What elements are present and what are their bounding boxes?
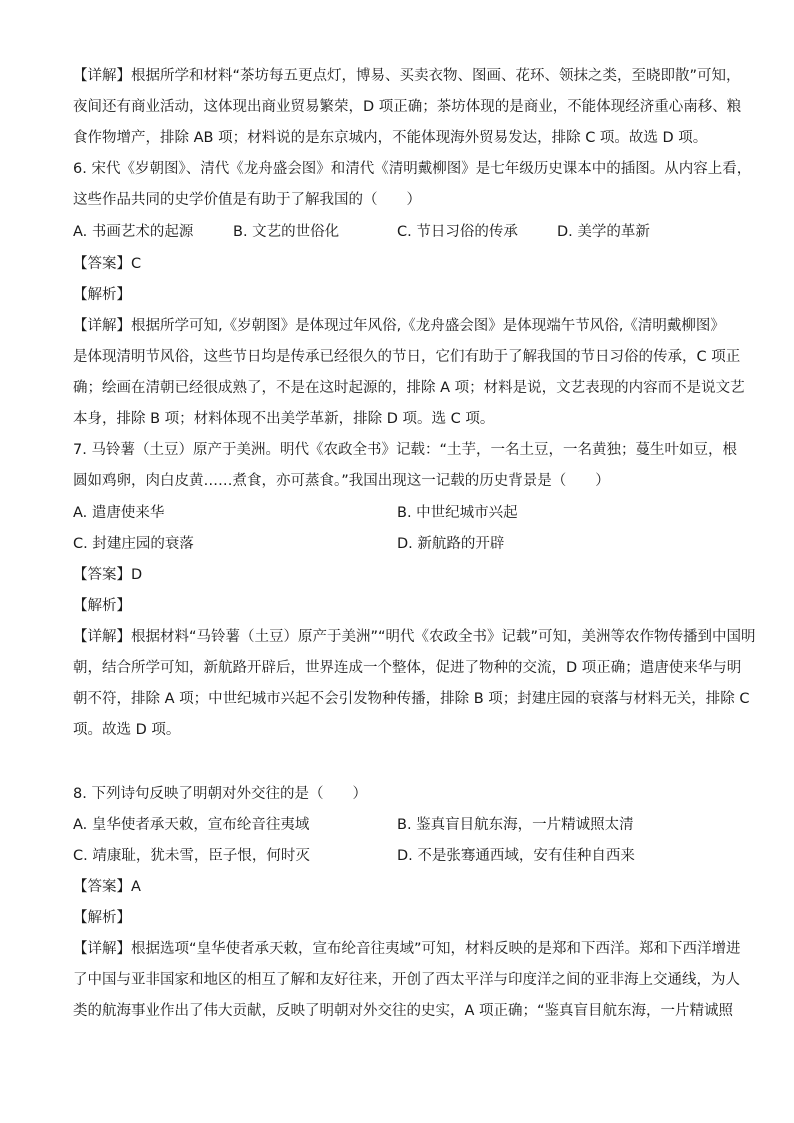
q6-detail-line-4: 本身，排除 B 项；材料体现不出美学革新，排除 D 项。选 C 项。 [73,411,495,427]
q7-option-c: C. 封建庄园的衰落 [73,536,194,552]
detail-tag: 【详解】 [73,318,131,334]
q7-stem-line-2: 圆如鸡卵，肉白皮黄……煮食，亦可蒸食。”我国出现这一记载的历史背景是（ ） [73,473,610,489]
q6-option-d: D. 美学的革新 [557,224,650,240]
q6-answer: 【答案】C [73,256,142,272]
q7-answer: 【答案】D [73,567,143,583]
q6-stem-line-1: 6. 宋代《岁朝图》、清代《龙舟盛会图》和清代《清明戴柳图》是七年级历史课本中的插图。从内容上看， [73,161,752,177]
q5-detail-line-3: 食作物增产，排除 AB 项；材料说的是东京城内，不能体现海外贸易发达，排除 C 项。故选 D 项。 [73,130,708,146]
q6-option-b: B. 文艺的世俗化 [233,224,340,240]
answer-value: D [131,567,143,583]
q7-option-a: A. 遣唐使来华 [73,505,165,521]
q6-detail-line-3: 确；绘画在清朝已经很成熟了，不是在这时起源的，排除 A 项；材料是说，文艺表现的内容而不是说文艺 [73,380,745,396]
q8-detail-line-1: 【详解】根据选项“皇华使者承天敕，宣布纶音往夷域”可知，材料反映的是郑和下西洋。郑和下西洋增进 [73,941,741,957]
answer-value: A [131,879,141,895]
q7-detail-line-3: 朝不符，排除 A 项；中世纪城市兴起不会引发物种传播，排除 B 项；封建庄园的衰落与材料无关，排除 C [73,691,750,707]
q8-option-d: D. 不是张骞通西域，安有佳种自西来 [397,848,635,864]
q8-stem-line-1: 8. 下列诗句反映了明朝对外交往的是（ ） [73,786,367,802]
q7-detail-line-4: 项。故选 D 项。 [73,722,181,738]
detail-tag: 【详解】 [73,629,131,645]
q6-option-c: C. 节日习俗的传承 [397,224,518,240]
q8-option-b: B. 鉴真盲目航东海，一片精诚照太清 [397,817,634,833]
answer-value: C [131,256,142,272]
q6-analysis-label: 【解析】 [73,287,131,303]
q8-detail-line-3: 类的航海事业作出了伟大贡献，反映了明朝对外交往的史实，A 项正确；“鉴真盲目航东海，一片精诚照 [73,1003,734,1019]
q6-stem-line-2: 这些作品共同的史学价值是有助于了解我国的（ ） [73,192,421,208]
q6-detail-line-2: 是体现清明节风俗，这些节日均是传承已经很久的节日，它们有助于了解我国的节日习俗的传承，C 项正 [73,349,741,365]
q7-option-d: D. 新航路的开辟 [397,536,505,552]
q8-option-a: A. 皇华使者承天敕，宣布纶音往夷域 [73,817,310,833]
q5-detail-line-1: 【详解】根据所学和材料“茶坊每五更点灯，博易、买卖衣物、图画、花环、领抹之类，至晓即散”可知， [73,68,741,84]
q5-detail-line-2: 夜间还有商业活动，这体现出商业贸易繁荣，D 项正确；茶坊体现的是商业，不能体现经济重心南移、粮 [73,99,742,115]
q6-detail-line-1: 【详解】根据所学可知,《岁朝图》是体现过年风俗,《龙舟盛会图》是体现端午节风俗,《清明戴柳图》 [73,318,725,334]
q8-option-c: C. 靖康耻，犹未雪，臣子恨，何时灭 [73,848,310,864]
q8-detail-line-2: 了中国与亚非国家和地区的相互了解和友好往来，开创了西太平洋与印度洋之间的亚非海上交通线，为人 [73,972,740,988]
detail-tag: 【详解】 [73,68,131,84]
q7-detail-line-2: 朝，结合所学可知，新航路开辟后，世界连成一个整体，促进了物种的交流，D 项正确；遣唐使来华与明 [73,660,742,676]
detail-tag: 【详解】 [73,941,131,957]
q7-analysis-label: 【解析】 [73,598,131,614]
q8-analysis-label: 【解析】 [73,910,131,926]
q7-stem-line-1: 7. 马铃薯（土豆）原产于美洲。明代《农政全书》记载：“土芋，一名土豆，一名黄独；蔓生叶如豆，根 [73,442,737,458]
q7-option-b: B. 中世纪城市兴起 [397,505,518,521]
q6-option-a: A. 书画艺术的起源 [73,224,194,240]
q8-answer: 【答案】A [73,879,141,895]
q7-detail-line-1: 【详解】根据材料“马铃薯（土豆）原产于美洲”“明代《农政全书》记载”可知，美洲等农作物传播到中国明 [73,629,756,645]
